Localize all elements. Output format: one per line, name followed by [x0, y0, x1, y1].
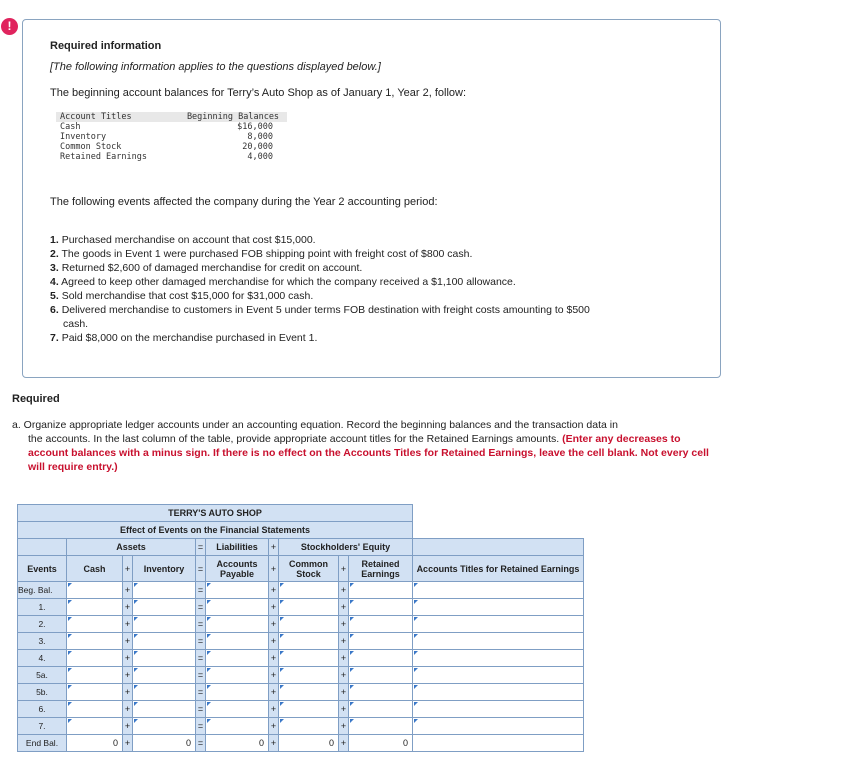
retained-earnings-input[interactable] — [349, 616, 413, 633]
equals-sign: = — [196, 650, 206, 667]
balance-title: Retained Earnings — [60, 152, 147, 162]
common-stock-input[interactable] — [279, 582, 339, 599]
inventory-input[interactable] — [133, 599, 196, 616]
equals-sign: = — [196, 701, 206, 718]
event-item — [50, 261, 670, 275]
events-intro: The following events affected the company during the Year 2 accounting period: — [50, 196, 438, 208]
table-row — [18, 650, 584, 667]
event-item — [50, 233, 670, 247]
event-label: 5b. — [18, 684, 67, 701]
plus-sign: + — [269, 599, 279, 616]
instructions-line1: a. Organize appropriate ledger accounts under an accounting equation. Record the beginning balances and the transaction data in — [12, 419, 618, 431]
table-row — [18, 582, 584, 599]
equals-sign: = — [196, 582, 206, 599]
event-number: 5. — [50, 290, 59, 302]
plus-sign: + — [339, 735, 349, 752]
cash-input[interactable] — [67, 633, 123, 650]
balance-title: Cash — [60, 122, 81, 132]
info-note: [The following information applies to the questions displayed below.] — [50, 61, 381, 73]
plus-sign: + — [269, 684, 279, 701]
plus-sign: + — [339, 684, 349, 701]
plus-sign: + — [123, 718, 133, 735]
event-text: Sold merchandise that cost $15,000 for $31,000 cash. — [61, 290, 314, 302]
balance-amount: $16,000 — [237, 122, 273, 132]
inventory-input[interactable] — [133, 667, 196, 684]
balance-title: Common Stock — [60, 142, 122, 152]
common-stock-input[interactable] — [279, 616, 339, 633]
account-title-input[interactable] — [413, 701, 584, 718]
accounts-payable-input[interactable] — [206, 667, 269, 684]
account-title-input[interactable] — [413, 718, 584, 735]
retained-earnings-input[interactable] — [349, 718, 413, 735]
plus-sign: + — [123, 735, 133, 752]
account-title-input[interactable] — [413, 684, 584, 701]
end-balance-label: End Bal. — [18, 735, 67, 752]
retained-earnings-header: Retained Earnings — [349, 556, 413, 582]
account-title-input[interactable] — [413, 633, 584, 650]
required-information-panel — [22, 19, 721, 378]
plus-sign: + — [339, 599, 349, 616]
table-row — [18, 616, 584, 633]
accounts-payable-input[interactable] — [206, 582, 269, 599]
plus-sign: + — [339, 633, 349, 650]
events-list — [50, 233, 670, 345]
common-stock-input[interactable] — [279, 633, 339, 650]
info-intro: The beginning account balances for Terry’s Auto Shop as of January 1, Year 2, follow: — [50, 87, 467, 99]
retained-earnings-input[interactable] — [349, 684, 413, 701]
plus-sign: + — [339, 616, 349, 633]
event-text: Delivered merchandise to customers in Event 5 under terms FOB destination with freight costs amounting to $500 — [61, 304, 590, 316]
equals-sign: = — [196, 539, 206, 556]
accounts-payable-input[interactable] — [206, 633, 269, 650]
cash-header: Cash — [67, 556, 123, 582]
table-row — [18, 684, 584, 701]
liabilities-header: Liabilities — [206, 539, 269, 556]
plus-sign: + — [339, 718, 349, 735]
event-number: 6. — [50, 304, 59, 316]
plus-sign: + — [123, 616, 133, 633]
inventory-input[interactable] — [133, 650, 196, 667]
retained-earnings-input[interactable] — [349, 701, 413, 718]
required-heading: Required — [12, 393, 60, 405]
plus-sign: + — [123, 633, 133, 650]
effect-of-events-table — [17, 504, 584, 752]
account-title-input[interactable] — [413, 616, 584, 633]
event-item — [50, 303, 670, 331]
accounts-payable-input[interactable] — [206, 701, 269, 718]
cash-input[interactable] — [67, 667, 123, 684]
account-title-input[interactable] — [413, 599, 584, 616]
inventory-input[interactable] — [133, 718, 196, 735]
event-number: 1. — [50, 234, 59, 246]
inventory-input[interactable] — [133, 633, 196, 650]
common-stock-input[interactable] — [279, 684, 339, 701]
plus-sign: + — [269, 735, 279, 752]
common-stock-input[interactable] — [279, 718, 339, 735]
instructions-line2: the accounts. In the last column of the table, provide appropriate account titles for the Retained Earnings amounts. — [28, 433, 560, 445]
table-row — [18, 667, 584, 684]
balances-header-amount: Beginning Balances — [179, 112, 287, 122]
equals-sign: = — [196, 599, 206, 616]
sheet-subtitle: Effect of Events on the Financial Statements — [18, 522, 413, 539]
plus-sign: + — [269, 650, 279, 667]
accounts-payable-input[interactable] — [206, 650, 269, 667]
accounts-payable-input[interactable] — [206, 599, 269, 616]
event-text: The goods in Event 1 were purchased FOB shipping point with freight cost of $800 cash. — [61, 248, 473, 260]
plus-sign: + — [123, 582, 133, 599]
accounts-payable-input[interactable] — [206, 684, 269, 701]
table-row — [18, 633, 584, 650]
balance-title: Inventory — [60, 132, 107, 142]
account-title-input[interactable] — [413, 650, 584, 667]
retained-earnings-input[interactable] — [349, 599, 413, 616]
balance-amount: 4,000 — [247, 152, 273, 162]
plus-sign: + — [269, 718, 279, 735]
cash-input[interactable] — [67, 616, 123, 633]
event-label: 2. — [18, 616, 67, 633]
event-item — [50, 331, 670, 345]
event-number: 3. — [50, 262, 59, 274]
balance-row — [56, 142, 287, 152]
plus-sign: + — [269, 633, 279, 650]
plus-sign: + — [269, 701, 279, 718]
event-label: 6. — [18, 701, 67, 718]
cash-input[interactable] — [67, 650, 123, 667]
end-retained-earnings: 0 — [349, 735, 413, 752]
table-row — [18, 701, 584, 718]
retained-earnings-input[interactable] — [349, 650, 413, 667]
end-cash: 0 — [67, 735, 123, 752]
equals-sign: = — [196, 633, 206, 650]
assets-header: Assets — [67, 539, 196, 556]
common-stock-header: Common Stock — [279, 556, 339, 582]
plus-sign: + — [269, 667, 279, 684]
balance-row — [56, 132, 287, 142]
common-stock-input[interactable] — [279, 701, 339, 718]
plus-sign: + — [123, 684, 133, 701]
event-number: 2. — [50, 248, 59, 260]
retained-earnings-input[interactable] — [349, 633, 413, 650]
table-row — [18, 599, 584, 616]
end-balance-row — [18, 735, 584, 752]
beginning-balances-table — [56, 112, 287, 162]
event-label: 1. — [18, 599, 67, 616]
plus-sign: + — [269, 539, 279, 556]
alert-icon: ! — [1, 18, 18, 35]
inventory-input[interactable] — [133, 616, 196, 633]
cash-input[interactable] — [67, 582, 123, 599]
event-number: 4. — [50, 276, 59, 288]
company-name: TERRY'S AUTO SHOP — [18, 505, 413, 522]
accounts-payable-header: Accounts Payable — [206, 556, 269, 582]
plus-sign: + — [339, 701, 349, 718]
event-item — [50, 247, 670, 261]
cash-input[interactable] — [67, 701, 123, 718]
info-title: Required information — [50, 40, 162, 52]
equals-sign: = — [196, 684, 206, 701]
common-stock-input[interactable] — [279, 599, 339, 616]
accounts-payable-input[interactable] — [206, 718, 269, 735]
event-text: Purchased merchandise on account that cost $15,000. — [61, 234, 316, 246]
equity-header: Stockholders' Equity — [279, 539, 413, 556]
plus-sign: + — [123, 650, 133, 667]
inventory-input[interactable] — [133, 582, 196, 599]
event-label: Beg. Bal. — [18, 582, 67, 599]
plus-sign: + — [339, 556, 349, 582]
event-item — [50, 275, 670, 289]
plus-sign: + — [123, 599, 133, 616]
equals-sign: = — [196, 616, 206, 633]
event-item — [50, 289, 670, 303]
plus-sign: + — [269, 556, 279, 582]
account-title-input[interactable] — [413, 667, 584, 684]
instructions-red-note: (Enter any decreases to account balances with a minus sign. If there is no effect on the Accounts Titles for Retained Earnings, leave the cell blank. Not every cell will require entry.) — [28, 433, 709, 473]
inventory-input[interactable] — [133, 701, 196, 718]
plus-sign: + — [123, 556, 133, 582]
account-title-input[interactable] — [413, 582, 584, 599]
plus-sign: + — [269, 582, 279, 599]
cash-input[interactable] — [67, 599, 123, 616]
event-text-cont: cash. — [63, 318, 89, 330]
balance-row — [56, 122, 287, 132]
common-stock-input[interactable] — [279, 667, 339, 684]
event-text: Returned $2,600 of damaged merchandise for credit on account. — [61, 262, 363, 274]
equals-sign: = — [196, 735, 206, 752]
events-header: Events — [18, 556, 67, 582]
end-inventory: 0 — [133, 735, 196, 752]
cash-input[interactable] — [67, 684, 123, 701]
retained-earnings-input[interactable] — [349, 667, 413, 684]
end-accounts-payable: 0 — [206, 735, 269, 752]
inventory-input[interactable] — [133, 684, 196, 701]
plus-sign: + — [123, 667, 133, 684]
event-text: Agreed to keep other damaged merchandise for which the company received a $1,100 allowance. — [61, 276, 516, 288]
common-stock-input[interactable] — [279, 650, 339, 667]
balance-amount: 8,000 — [247, 132, 273, 142]
plus-sign: + — [123, 701, 133, 718]
account-titles-header: Accounts Titles for Retained Earnings — [413, 556, 584, 582]
cash-input[interactable] — [67, 718, 123, 735]
event-text: Paid $8,000 on the merchandise purchased in Event 1. — [61, 332, 318, 344]
plus-sign: + — [339, 650, 349, 667]
event-label: 5a. — [18, 667, 67, 684]
balance-row — [56, 152, 287, 162]
equals-sign: = — [196, 667, 206, 684]
equals-sign: = — [196, 718, 206, 735]
accounts-payable-input[interactable] — [206, 616, 269, 633]
plus-sign: + — [339, 667, 349, 684]
balance-amount: 20,000 — [242, 142, 273, 152]
event-number: 7. — [50, 332, 59, 344]
event-label: 3. — [18, 633, 67, 650]
balances-header-title: Account Titles — [56, 112, 179, 122]
end-common-stock: 0 — [279, 735, 339, 752]
event-label: 4. — [18, 650, 67, 667]
event-label: 7. — [18, 718, 67, 735]
retained-earnings-input[interactable] — [349, 582, 413, 599]
equals-sign: = — [196, 556, 206, 582]
inventory-header: Inventory — [133, 556, 196, 582]
required-instructions — [12, 418, 712, 474]
plus-sign: + — [269, 616, 279, 633]
table-row — [18, 718, 584, 735]
plus-sign: + — [339, 582, 349, 599]
